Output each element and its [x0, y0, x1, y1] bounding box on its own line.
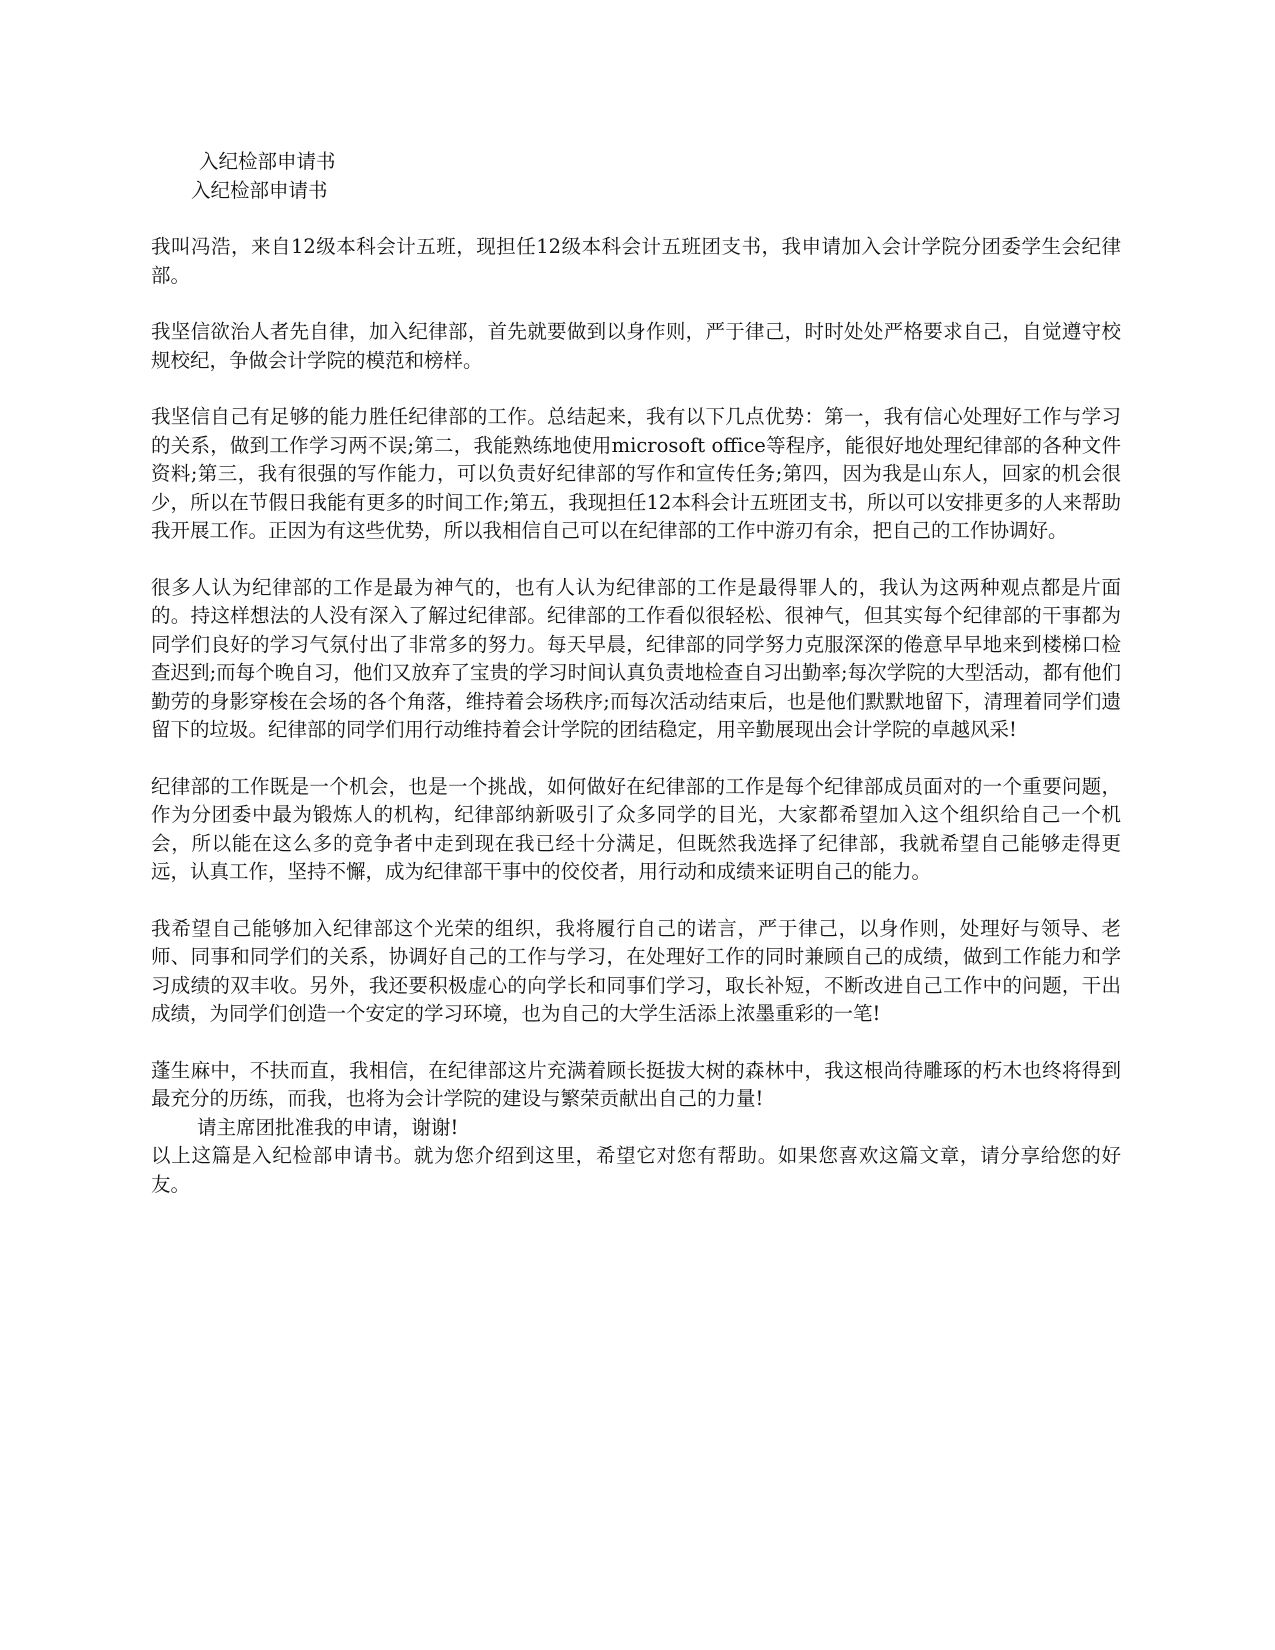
paragraph-opportunity-challenge: 纪律部的工作既是一个机会，也是一个挑战，如何做好在纪律部的工作是每个纪律部成员面对的一个重要问题，作为分团委中最为锻炼人的机构，纪律部纳新吸引了众多同学的目光，大家都希望加入这个组织给自己一个机会，所以能在这么多的竞争者中走到现在我已经十分满足，但既然我选择了纪律部，我就希望自己能够走得更远，认真工作，坚持不懈，成为纪律部干事中的佼佼者，用行动和成绩来证明自己的能力。 — [151, 774, 1121, 883]
document-title: 入纪检部申请书 — [199, 150, 336, 173]
footer-note: 以上这篇是入纪检部申请书。就为您介绍到这里，希望它对您有帮助。如果您喜欢这篇文章，请分享给您的好友。 — [151, 1144, 1121, 1196]
paragraph-self-discipline: 我坚信欲治人者先自律，加入纪律部，首先就要做到以身作则，严于律己，时时处处严格要求自己，自觉遵守校规校纪，争做会计学院的模范和榜样。 — [151, 320, 1121, 372]
paragraph-advantages: 我坚信自己有足够的能力胜任纪律部的工作。总结起来，我有以下几点优势：第一，我有信心处理好工作与学习的关系，做到工作学习两不误;第二，我能熟练地使用microsoft office等程序，能很好地处理纪律部的各种文件资料;第三，我有很强的写作能力，可以负责好纪律部的写作和宣传任务;第四，因为我是山东人，回家的机会很少，所以在节假日我能有更多的时间工作;第五，我现担任12本科会计五班团支书，所以可以安排更多的人来帮助我开展工作。正因为有这些优势，所以我相信自己可以在纪律部的工作中游刃有余，把自己的工作协调好。 — [151, 405, 1121, 542]
document-body — [151, 148, 1121, 1199]
paragraph-department-views: 很多人认为纪律部的工作是最为神气的，也有人认为纪律部的工作是最得罪人的，我认为这两种观点都是片面的。持这样想法的人没有深入了解过纪律部。纪律部的工作看似很轻松、很神气，但其实每个纪律部的干事都为同学们良好的学习气氛付出了非常多的努力。每天早晨，纪律部的同学努力克服深深的倦意早早地来到楼梯口检查迟到;而每个晚自习，他们又放弃了宝贵的学习时间认真负责地检查自习出勤率;每次学院的大型活动，都有他们勤劳的身影穿梭在会场的各个角落，维持着会场秩序;而每次活动结束后，也是他们默默地留下，清理着同学们遗留下的垃圾。纪律部的同学们用行动维持着会计学院的团结稳定，用辛勤展现出会计学院的卓越风采! — [151, 575, 1121, 741]
closing-request: 请主席团批准我的申请，谢谢! — [197, 1115, 459, 1139]
paragraph-conclusion: 蓬生麻中，不扶而直，我相信，在纪律部这片充满着顾长挺拔大树的森林中，我这根尚待雕琢的朽木也终将得到最充分的历练，而我，也将为会计学院的建设与繁荣贡献出自己的力量! — [151, 1058, 1121, 1110]
document-subtitle: 入纪检部申请书 — [191, 178, 328, 202]
paragraph-introduction: 我叫冯浩，来自12级本科会计五班，现担任12级本科会计五班团支书，我申请加入会计学院分团委学生会纪律部。 — [151, 235, 1121, 287]
paragraph-commitment: 我希望自己能够加入纪律部这个光荣的组织，我将履行自己的诺言，严于律己，以身作则，处理好与领导、老师、同事和同学们的关系，协调好自己的工作与学习，在处理好工作的同时兼顾自己的成绩，做到工作能力和学习成绩的双丰收。另外，我还要积极虚心的向学长和同事们学习，取长补短，不断改进自己工作中的问题，干出成绩，为同学们创造一个安定的学习环境，也为自己的大学生活添上浓墨重彩的一笔! — [151, 916, 1121, 1025]
